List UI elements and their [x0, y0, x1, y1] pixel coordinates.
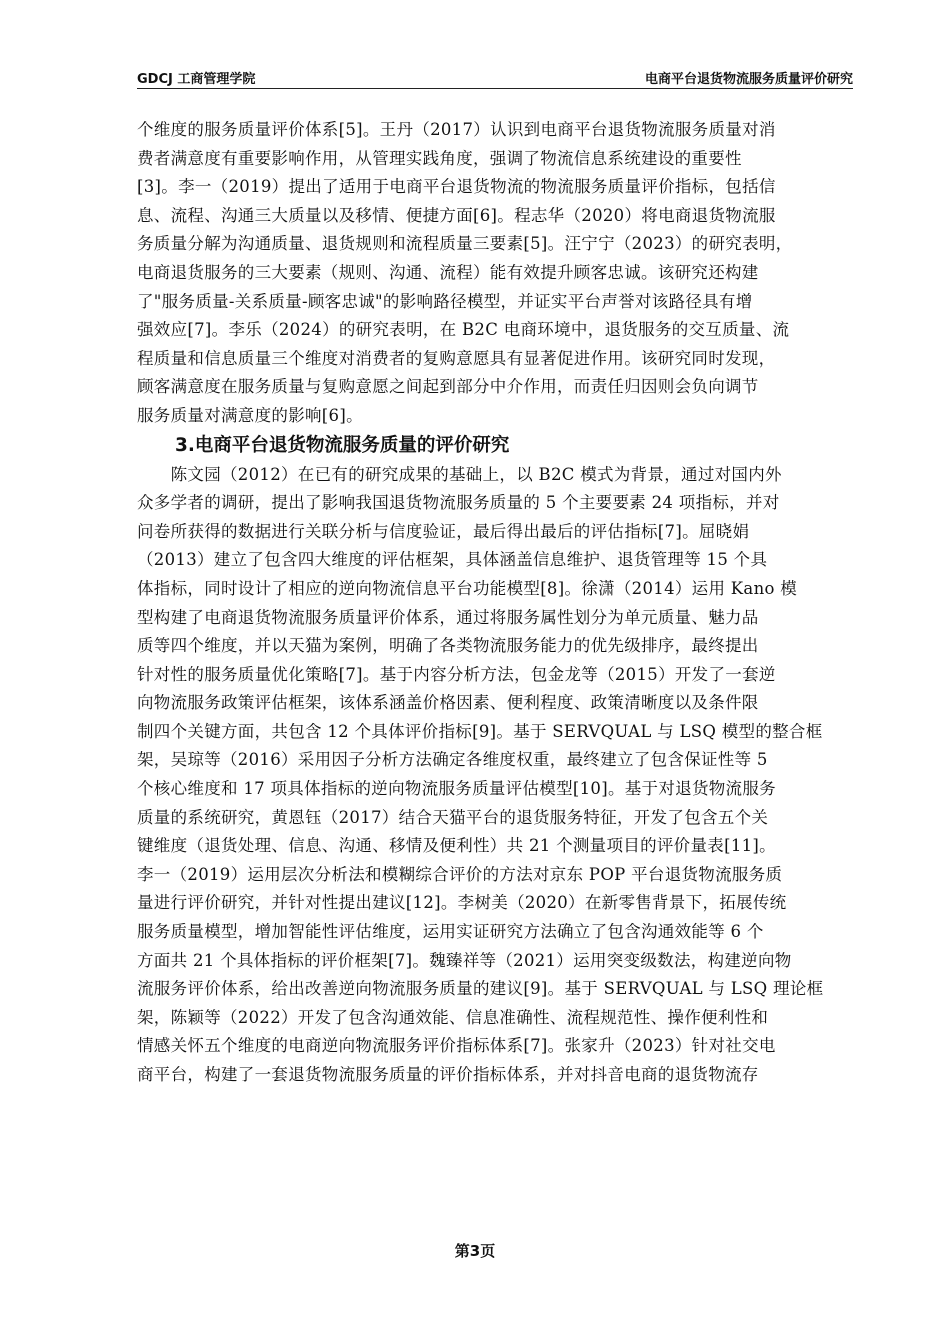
- text-line: 众多学者的调研，提出了影响我国退货物流服务质量的 5 个主要要素 24 项指标，并对: [137, 493, 780, 513]
- paragraph-2: [137, 461, 855, 1090]
- paragraph-1: [137, 116, 855, 431]
- section-heading: 3.电商平台退货物流服务质量的评价研究: [175, 434, 510, 456]
- text-line: 情感关怀五个维度的电商逆向物流服务评价指标体系[7]。张家升（2023）针对社交电: [137, 1036, 776, 1056]
- text-line: 强效应[7]。李乐（2024）的研究表明，在 B2C 电商环境中，退货服务的交互质量、流: [137, 320, 790, 340]
- text-line: 商平台，构建了一套退货物流服务质量的评价指标体系，并对抖音电商的退货物流存: [137, 1065, 759, 1084]
- text-line: 个核心维度和 17 项具体指标的逆向物流服务质量评估模型[10]。基于对退货物流服务: [137, 779, 776, 799]
- page-header: [137, 62, 853, 89]
- text-line: 量进行评价研究，并针对性提出建议[12]。李树美（2020）在新零售背景下，拓展传统: [137, 893, 787, 913]
- text-line: 陈文园（2012）在已有的研究成果的基础上，以 B2C 模式为背景，通过对国内外: [137, 464, 782, 484]
- text-line: 制四个关键方面，共包含 12 个具体评价指标[9]。基于 SERVQUAL 与 LSQ 模型的整合框: [137, 721, 823, 741]
- text-line: 体指标，同时设计了相应的逆向物流信息平台功能模型[8]。徐潇（2014）运用 Kano 模: [137, 578, 798, 598]
- text-line: 了"服务质量-关系质量-顾客忠诚"的影响路径模型，并证实平台声誉对该路径具有增: [137, 291, 753, 311]
- text-line: 费者满意度有重要影响作用，从管理实践角度，强调了物流信息系统建设的重要性: [137, 148, 742, 168]
- text-line: 服务质量对满意度的影响[6]。: [137, 405, 363, 425]
- text-line: [3]。李一（2019）提出了适用于电商平台退货物流的物流服务质量评价指标，包括信: [137, 177, 776, 197]
- text-line: 电商退货服务的三大要素（规则、沟通、流程）能有效提升顾客忠诚。该研究还构建: [137, 262, 759, 282]
- text-line: 键维度（退货处理、信息、沟通、移情及便利性）共 21 个测量项目的评价量表[11]。: [137, 836, 776, 856]
- text-line: 型构建了电商退货物流服务质量评价体系，通过将服务属性划分为单元质量、魅力品: [137, 607, 759, 627]
- page-body: [137, 116, 855, 1090]
- text-line: 务质量分解为沟通质量、退货规则和流程质量三要素[5]。汪宁宁（2023）的研究表明，: [137, 234, 793, 254]
- text-line: 顾客满意度在服务质量与复购意愿之间起到部分中介作用，而责任归因则会负向调节: [137, 377, 759, 397]
- text-line: 流服务评价体系，给出改善逆向物流服务质量的建议[9]。基于 SERVQUAL 与 LSQ 理论框: [137, 979, 824, 999]
- text-line: 架，吴琼等（2016）采用因子分析方法确定各维度权重，最终建立了包含保证性等 5: [137, 750, 768, 770]
- text-line: 向物流服务政策评估框架，该体系涵盖价格因素、便利程度、政策清晰度以及条件限: [137, 693, 759, 713]
- text-line: 李一（2019）运用层次分析法和模糊综合评价的方法对京东 POP 平台退货物流服务质: [137, 864, 783, 884]
- text-line: 针对性的服务质量优化策略[7]。基于内容分析方法，包金龙等（2015）开发了一套逆: [137, 664, 776, 684]
- header-school: GDCJ 工商管理学院: [137, 72, 256, 87]
- text-line: 程质量和信息质量三个维度对消费者的复购意愿具有显著促进作用。该研究同时发现，: [137, 348, 776, 368]
- text-line: 方面共 21 个具体指标的评价框架[7]。魏臻祥等（2021）运用突变级数法，构建逆向物: [137, 950, 792, 970]
- text-line: 架，陈颖等（2022）开发了包含沟通效能、信息准确性、流程规范性、操作便利性和: [137, 1007, 769, 1027]
- text-line: （2013）建立了包含四大维度的评估框架，具体涵盖信息维护、退货管理等 15 个具: [137, 550, 768, 570]
- text-line: 质量的系统研究，黄恩钰（2017）结合天猫平台的退货服务特征，开发了包含五个关: [137, 807, 769, 827]
- text-line: 个维度的服务质量评价体系[5]。王丹（2017）认识到电商平台退货物流服务质量对消: [137, 120, 776, 139]
- header-title: 电商平台退货物流服务质量评价研究: [644, 72, 853, 87]
- text-line: 质等四个维度，并以天猫为案例，明确了各类物流服务能力的优先级排序，最终提出: [137, 636, 759, 656]
- text-line: 问卷所获得的数据进行关联分析与信度验证，最后得出最后的评估指标[7]。屈晓娟: [137, 521, 750, 541]
- page-number: 第3页: [454, 1242, 496, 1260]
- text-line: 息、流程、沟通三大质量以及移情、便捷方面[6]。程志华（2020）将电商退货物流服: [137, 205, 776, 225]
- text-line: 服务质量模型，增加智能性评估维度，运用实证研究方法确立了包含沟通效能等 6 个: [137, 922, 764, 942]
